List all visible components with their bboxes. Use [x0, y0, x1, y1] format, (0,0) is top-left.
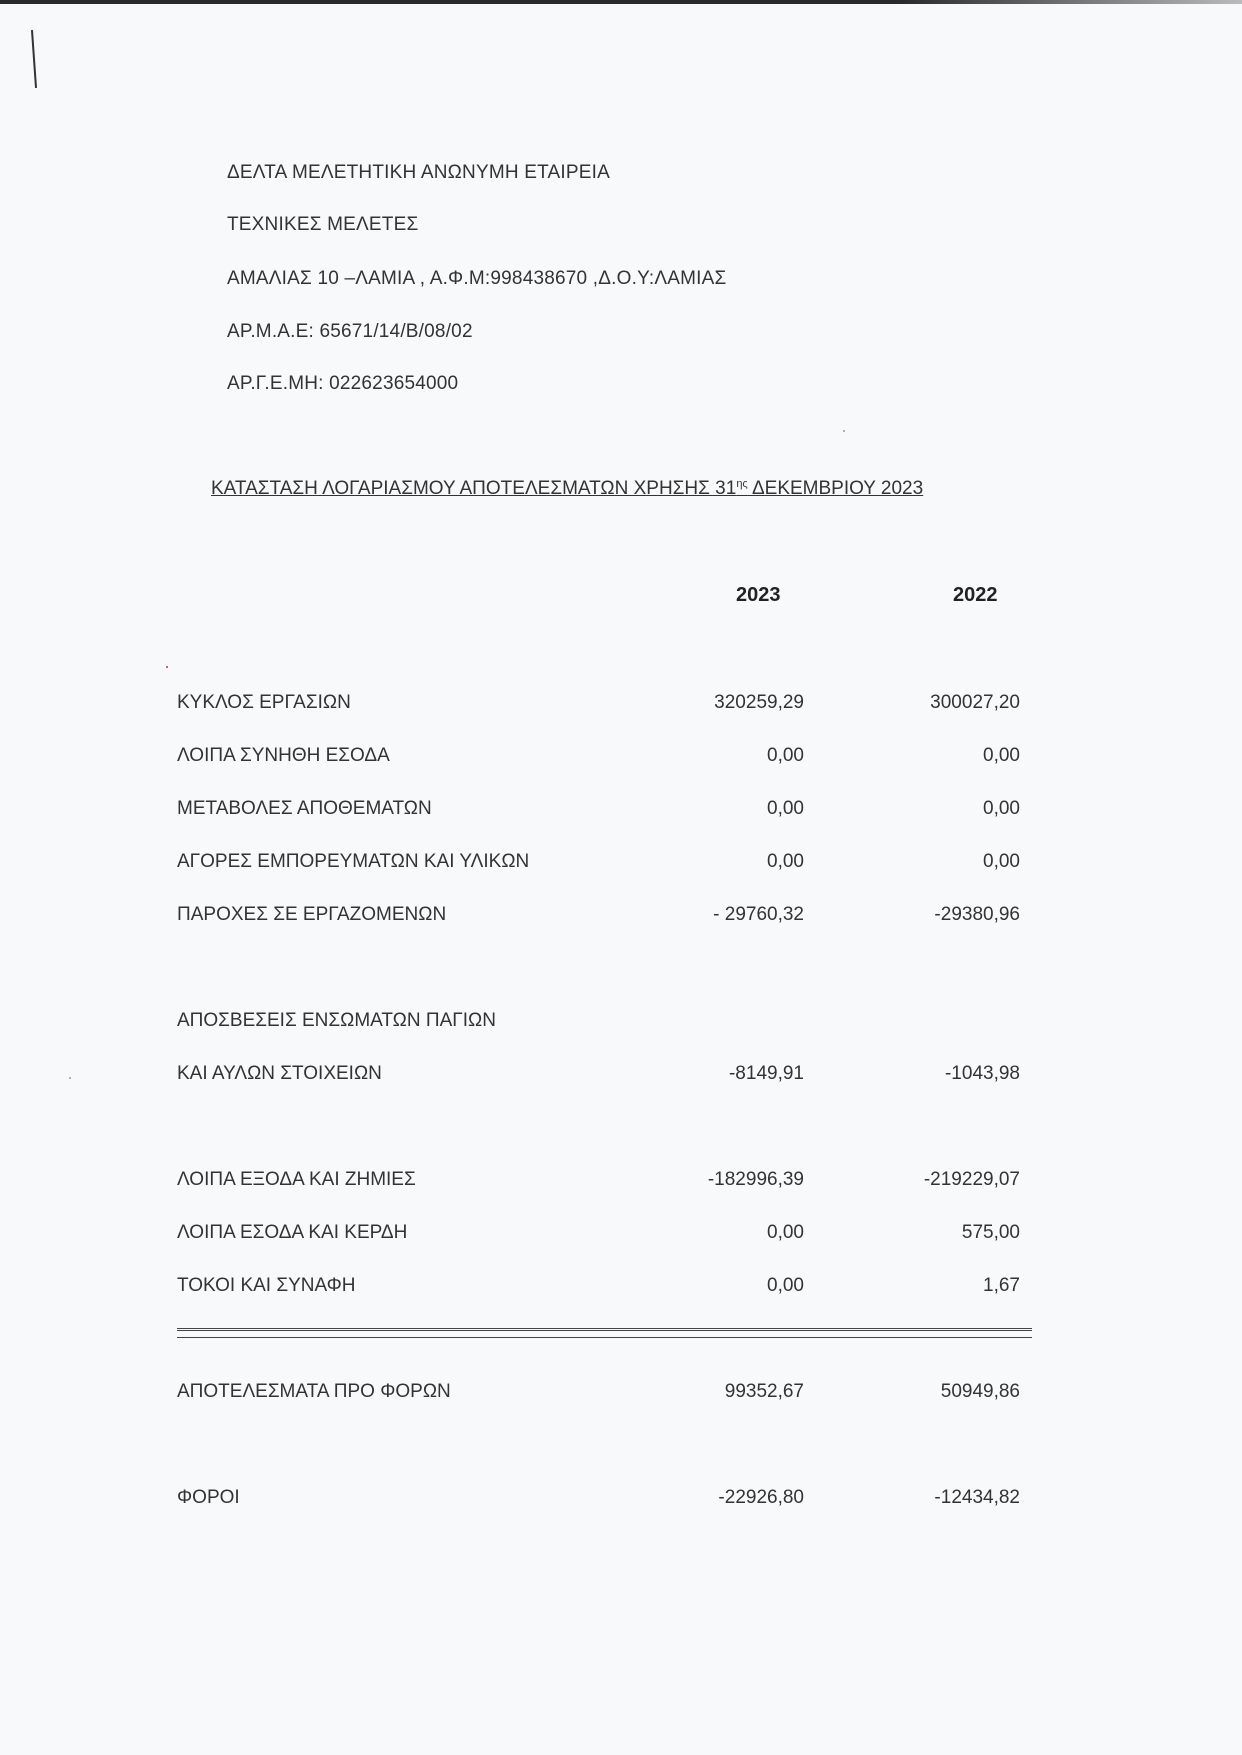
row-label: ΚΑΙ ΑΥΛΩΝ ΣΤΟΙΧΕΙΩΝ	[177, 1063, 382, 1084]
company-activity: ΤΕΧΝΙΚΕΣ ΜΕΛΕΤΕΣ	[227, 214, 419, 235]
statement-title	[211, 478, 923, 500]
row-label: ΠΑΡΟΧΕΣ ΣΕ ΕΡΓΑΖΟΜΕΝΩΝ	[177, 904, 447, 925]
company-mae: ΑΡ.Μ.Α.Ε: 65671/14/Β/08/02	[227, 321, 473, 342]
year-previous-header: 2022	[953, 584, 998, 606]
scan-mark	[31, 30, 37, 88]
row-value-2023: -8149,91	[728, 1063, 804, 1084]
year-current-header: 2023	[736, 584, 781, 606]
company-gemi: ΑΡ.Γ.Ε.ΜΗ: 022623654000	[227, 373, 459, 394]
row-value-2023: 99352,67	[724, 1381, 804, 1402]
scan-speck	[843, 430, 845, 432]
row-value-2022: -12434,82	[934, 1487, 1020, 1508]
row-value-2023: 0,00	[767, 1275, 804, 1296]
company-address: ΑΜΑΛΙΑΣ 10 –ΛΑΜΙΑ , Α.Φ.Μ:998438670 ,Δ.Ο.Υ:ΛΑΜΙΑΣ	[227, 268, 727, 289]
row-value-2022: 0,00	[983, 798, 1020, 819]
row-value-2023: 320259,29	[714, 692, 804, 713]
statement-title-main: ΚΑΤΑΣΤΑΣΗ ΛΟΓΑΡΙΑΣΜΟΥ ΑΠΟΤΕΛΕΣΜΑΤΩΝ ΧΡΗΣΗΣ 31	[211, 478, 737, 499]
row-label: ΑΓΟΡΕΣ ΕΜΠΟΡΕΥΜΑΤΩΝ ΚΑΙ ΥΛΙΚΩΝ	[177, 851, 530, 872]
row-label: ΑΠΟΤΕΛΕΣΜΑΤΑ ΠΡΟ ΦΟΡΩΝ	[177, 1381, 451, 1402]
row-label: ΛΟΙΠΑ ΣΥΝΗΘΗ ΕΣΟΔΑ	[177, 745, 390, 766]
row-value-2022: 575,00	[961, 1222, 1020, 1243]
row-value-2022: 300027,20	[930, 692, 1020, 713]
scan-top-edge-fade	[900, 0, 1242, 4]
row-value-2022: -1043,98	[944, 1063, 1020, 1084]
row-label: ΤΟΚΟΙ ΚΑΙ ΣΥΝΑΦΗ	[177, 1275, 356, 1296]
row-label: ΛΟΙΠΑ ΕΞΟΔΑ ΚΑΙ ΖΗΜΙΕΣ	[177, 1169, 416, 1190]
row-label: ΜΕΤΑΒΟΛΕΣ ΑΠΟΘΕΜΑΤΩΝ	[177, 798, 432, 819]
row-value-2023: - 29760,32	[713, 904, 804, 925]
row-value-2022: 50949,86	[940, 1381, 1020, 1402]
total-separator	[177, 1328, 1032, 1338]
row-value-2023: 0,00	[767, 745, 804, 766]
company-name: ΔΕΛΤΑ ΜΕΛΕΤΗΤΙΚΗ ΑΝΩΝΥΜΗ ΕΤΑΙΡΕΙΑ	[227, 162, 610, 183]
row-value-2022: -219229,07	[923, 1169, 1020, 1190]
statement-title-sup: ης	[736, 478, 748, 490]
row-value-2022: 0,00	[983, 745, 1020, 766]
scan-speck	[166, 666, 168, 668]
row-value-2023: 0,00	[767, 851, 804, 872]
row-value-2022: -29380,96	[934, 904, 1020, 925]
row-label: ΛΟΙΠΑ ΕΣΟΔΑ ΚΑΙ ΚΕΡΔΗ	[177, 1222, 408, 1243]
row-label: ΑΠΟΣΒΕΣΕΙΣ ΕΝΣΩΜΑΤΩΝ ΠΑΓΙΩΝ	[177, 1010, 496, 1031]
scan-speck	[69, 1077, 71, 1079]
row-label: ΚΥΚΛΟΣ ΕΡΓΑΣΙΩΝ	[177, 692, 351, 713]
statement-title-tail: ΔΕΚΕΜΒΡΙΟΥ 2023	[747, 478, 924, 499]
row-value-2023: 0,00	[767, 1222, 804, 1243]
row-value-2023: -182996,39	[707, 1169, 804, 1190]
row-value-2023: 0,00	[767, 798, 804, 819]
row-value-2022: 1,67	[983, 1275, 1020, 1296]
row-label: ΦΟΡΟΙ	[177, 1487, 240, 1508]
row-value-2023: -22926,80	[718, 1487, 804, 1508]
row-value-2022: 0,00	[983, 851, 1020, 872]
